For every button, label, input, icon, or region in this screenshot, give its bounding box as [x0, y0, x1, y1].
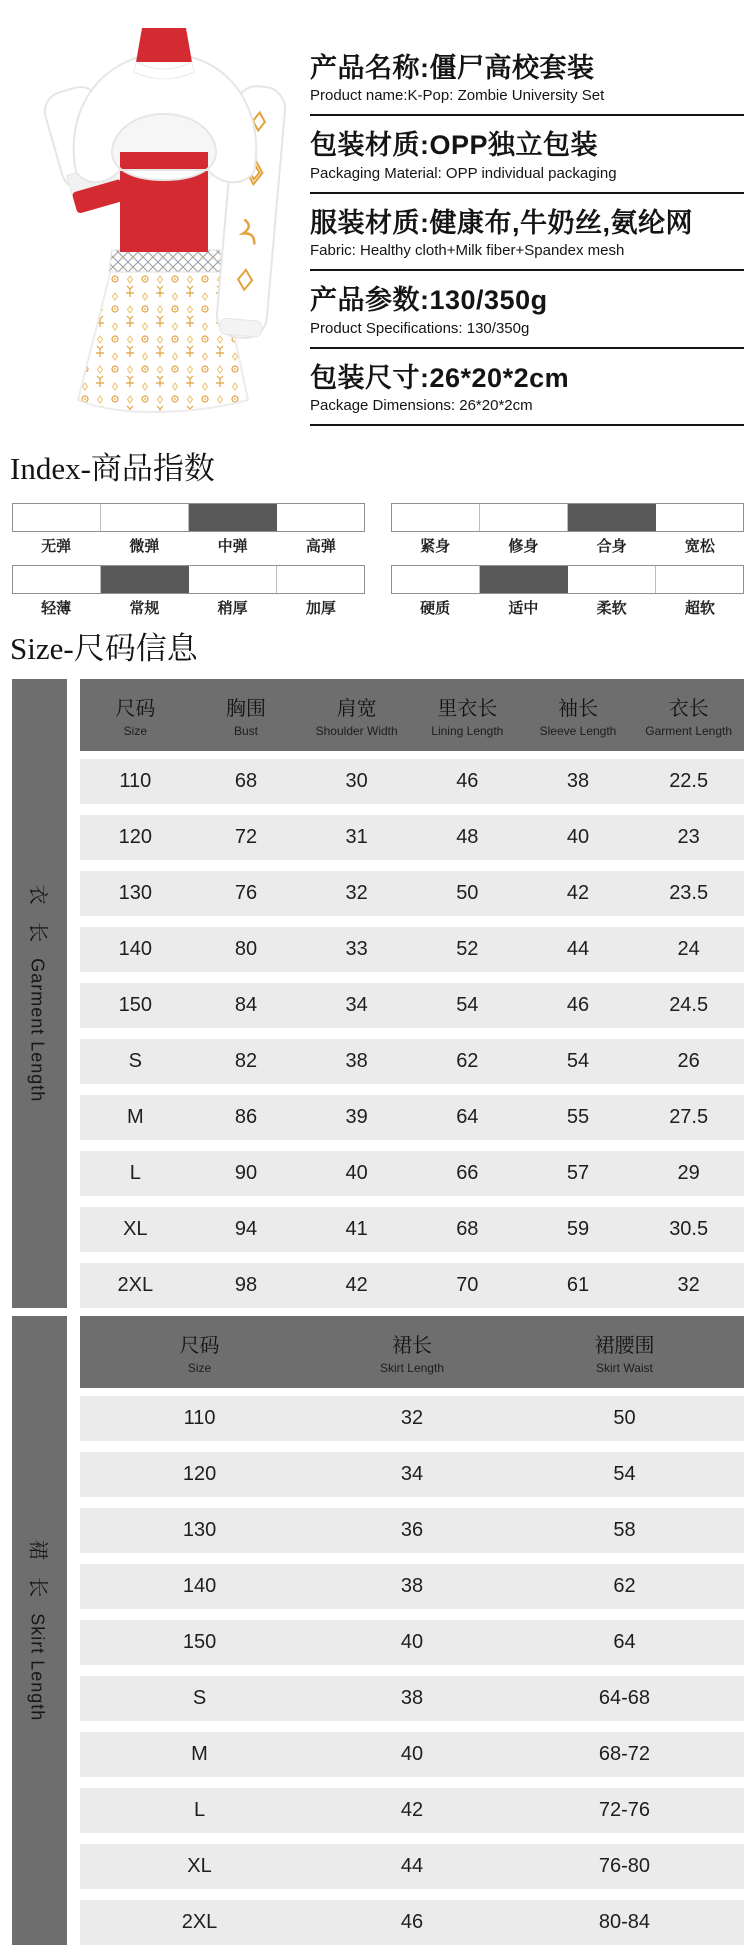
size-table-block — [12, 1316, 744, 1945]
table-cell: 32 — [677, 1274, 700, 1297]
table-cell: 30.5 — [669, 1218, 709, 1241]
table-cell: 42 — [566, 882, 590, 905]
table-cell: 34 — [345, 994, 368, 1017]
table-cell: 94 — [234, 1218, 258, 1241]
column-header — [191, 692, 302, 738]
table-cell: 50 — [613, 1407, 636, 1430]
index-section — [0, 452, 750, 618]
index-option-label: 柔软 — [596, 600, 627, 618]
table-cell: 120 — [118, 826, 153, 849]
table-cell: 32 — [400, 1407, 424, 1430]
column-header-en: Skirt Length — [379, 1361, 444, 1376]
index-option-label: 紧身 — [420, 538, 451, 556]
table-row — [80, 927, 744, 972]
table-row — [80, 759, 744, 804]
table-cell: 42 — [400, 1799, 424, 1822]
table-side-bar — [12, 679, 67, 1308]
table-cell: XL — [123, 1218, 148, 1241]
index-bar — [391, 565, 744, 594]
index-segment-selected — [101, 566, 189, 593]
table-cell: 42 — [345, 1274, 368, 1297]
table-cell: 62 — [613, 1575, 636, 1598]
table-cell: 38 — [400, 1687, 424, 1710]
column-header — [412, 692, 523, 738]
table-cell: 34 — [400, 1463, 424, 1486]
column-header-zh: 胸围 — [225, 698, 266, 721]
table-row — [80, 1732, 744, 1777]
table-cell: 44 — [566, 938, 590, 961]
size-table — [80, 679, 744, 1308]
index-bar — [12, 503, 365, 532]
table-cell: 2XL — [181, 1911, 218, 1934]
index-segment — [656, 566, 743, 593]
table-cell: 40 — [400, 1743, 424, 1766]
table-cell: 46 — [456, 770, 479, 793]
product-info-block — [310, 129, 744, 193]
column-header-zh: 裙腰围 — [594, 1335, 655, 1358]
index-option-label: 修身 — [508, 538, 539, 556]
size-table-header — [80, 679, 744, 751]
size-table-block — [12, 679, 744, 1308]
index-heading: Index-商品指数 — [10, 451, 215, 486]
column-header-en: Size — [187, 1361, 212, 1376]
table-cell: 40 — [400, 1631, 424, 1654]
column-header-zh: 袖长 — [557, 698, 598, 721]
column-header — [80, 1329, 319, 1375]
table-cell: 68 — [234, 770, 258, 793]
column-header-zh: 肩宽 — [336, 698, 377, 721]
table-row — [80, 1788, 744, 1833]
size-table — [80, 1316, 744, 1945]
table-cell: 54 — [566, 1050, 590, 1073]
table-cell: 58 — [613, 1519, 636, 1542]
index-segment — [277, 566, 364, 593]
table-cell: 140 — [182, 1575, 217, 1598]
product-info-title-zh: 包装尺寸:26*20*2cm — [310, 362, 570, 393]
table-cell: 66 — [456, 1162, 479, 1185]
column-header-en: Garment Length — [645, 724, 733, 739]
table-cell: 50 — [456, 882, 479, 905]
table-cell: 30 — [345, 770, 368, 793]
table-cell: 61 — [566, 1274, 590, 1297]
table-cell: 130 — [118, 882, 153, 905]
table-cell: 57 — [566, 1162, 590, 1185]
index-segment-selected — [189, 504, 277, 531]
product-info-block — [310, 207, 744, 271]
table-cell: 52 — [456, 938, 479, 961]
table-row — [80, 1095, 744, 1140]
index-labels — [391, 535, 744, 556]
index-option-label: 微弹 — [129, 538, 160, 556]
product-info-list — [310, 52, 744, 439]
table-cell: 82 — [234, 1050, 258, 1073]
index-group — [391, 565, 744, 618]
index-segment — [656, 504, 743, 531]
table-cell: 22.5 — [669, 770, 709, 793]
index-option-label: 合身 — [596, 538, 627, 556]
product-info-subtitle-en: Product name:K-Pop: Zombie University Set — [310, 87, 605, 105]
table-cell: 90 — [234, 1162, 258, 1185]
table-cell: 55 — [566, 1106, 590, 1129]
index-group — [391, 503, 744, 556]
product-info-block — [310, 52, 744, 116]
table-cell: 24.5 — [669, 994, 709, 1017]
table-cell: M — [191, 1743, 208, 1766]
table-cell: M — [126, 1106, 144, 1129]
table-cell: 76 — [234, 882, 258, 905]
column-header-en: Sleeve Length — [539, 724, 617, 739]
table-row — [80, 1452, 744, 1497]
table-cell: 24 — [677, 938, 700, 961]
index-segment — [568, 566, 656, 593]
table-cell: 38 — [400, 1575, 424, 1598]
table-cell: 64 — [613, 1631, 636, 1654]
index-segment — [392, 504, 480, 531]
table-cell: XL — [187, 1855, 212, 1878]
column-header-zh: 尺码 — [179, 1335, 220, 1358]
table-row — [80, 1151, 744, 1196]
table-cell: 46 — [400, 1911, 424, 1934]
table-side-label-en: Garment Length — [27, 958, 48, 1103]
column-header — [319, 1329, 505, 1375]
table-cell: 64 — [456, 1106, 479, 1129]
index-segment — [101, 504, 189, 531]
table-cell: 38 — [345, 1050, 368, 1073]
table-cell: 110 — [119, 770, 152, 793]
table-cell: 140 — [118, 938, 153, 961]
column-header-en: Bust — [233, 724, 258, 739]
index-bar — [12, 565, 365, 594]
product-info-subtitle-en: Package Dimensions: 26*20*2cm — [310, 396, 533, 414]
table-row — [80, 983, 744, 1028]
index-segment — [189, 566, 277, 593]
table-row — [80, 1676, 744, 1721]
table-row — [80, 815, 744, 860]
index-option-label: 适中 — [508, 600, 539, 618]
column-header-en: Shoulder Width — [315, 724, 398, 739]
index-group — [12, 565, 365, 618]
table-cell: 48 — [456, 826, 479, 849]
product-info-title-zh: 包装材质:OPP独立包装 — [310, 130, 599, 161]
table-cell: 44 — [400, 1855, 424, 1878]
table-cell: 59 — [566, 1218, 590, 1241]
column-header-zh: 里衣长 — [437, 698, 498, 721]
table-row — [80, 1844, 744, 1889]
index-segment — [277, 504, 364, 531]
index-option-label: 加厚 — [305, 600, 336, 618]
table-cell: 33 — [345, 938, 368, 961]
table-cell: 98 — [234, 1274, 258, 1297]
size-section — [0, 632, 750, 1945]
table-cell: 62 — [456, 1050, 479, 1073]
index-option-label: 轻薄 — [41, 600, 72, 618]
table-cell: L — [193, 1799, 206, 1822]
product-info-title-zh: 产品参数:130/350g — [310, 285, 548, 316]
column-header-en: Size — [123, 724, 147, 739]
table-cell: 72-76 — [598, 1799, 651, 1822]
table-row — [80, 1564, 744, 1609]
index-labels — [391, 597, 744, 618]
index-option-label: 宽松 — [684, 538, 715, 556]
table-cell: 76-80 — [598, 1855, 651, 1878]
table-cell: S — [192, 1687, 207, 1710]
product-info-block — [310, 284, 744, 348]
table-cell: 29 — [677, 1162, 700, 1185]
table-cell: 32 — [345, 882, 368, 905]
index-segment — [480, 504, 568, 531]
index-segment-selected — [480, 566, 568, 593]
index-labels — [12, 535, 365, 556]
table-cell: 54 — [613, 1463, 636, 1486]
table-cell: 23 — [677, 826, 700, 849]
product-info-title-zh: 服装材质:健康布,牛奶丝,氨纶网 — [310, 207, 693, 238]
size-table-header — [80, 1316, 744, 1388]
index-option-label: 硬质 — [420, 600, 451, 618]
column-header-zh: 衣长 — [668, 698, 709, 721]
index-grid — [12, 503, 744, 618]
size-tables — [12, 679, 744, 1945]
table-cell: 39 — [345, 1106, 368, 1129]
table-cell: 46 — [566, 994, 590, 1017]
table-cell: 27.5 — [669, 1106, 709, 1129]
index-option-label: 高弹 — [305, 538, 336, 556]
column-header-en: Skirt Waist — [596, 1361, 653, 1376]
table-cell: 80-84 — [598, 1911, 651, 1934]
product-photo-illustration — [18, 2, 310, 420]
column-header — [505, 1329, 744, 1375]
size-heading: Size-尺码信息 — [10, 631, 198, 667]
table-cell: 36 — [400, 1519, 424, 1542]
table-row — [80, 1263, 744, 1308]
table-cell: 72 — [234, 826, 258, 849]
index-segment — [13, 566, 101, 593]
column-header — [523, 692, 634, 738]
table-cell: 86 — [234, 1106, 258, 1129]
table-cell: 31 — [345, 826, 368, 849]
index-labels — [12, 597, 365, 618]
index-segment — [392, 566, 480, 593]
index-option-label: 无弹 — [41, 538, 72, 556]
product-info-block — [310, 362, 744, 426]
table-side-bar — [12, 1316, 67, 1945]
table-cell: S — [128, 1050, 142, 1073]
index-option-label: 常规 — [129, 600, 160, 618]
index-option-label: 中弹 — [217, 538, 248, 556]
product-info-title-zh: 产品名称:僵尸高校套装 — [310, 53, 595, 83]
table-row — [80, 1039, 744, 1084]
index-bar — [391, 503, 744, 532]
index-option-label: 稍厚 — [217, 600, 248, 618]
table-cell: 84 — [234, 994, 258, 1017]
table-cell: 40 — [566, 826, 590, 849]
table-cell: 38 — [566, 770, 590, 793]
column-header — [80, 692, 191, 738]
table-cell: 120 — [182, 1463, 217, 1486]
table-side-label-en: Skirt Length — [27, 1613, 47, 1722]
table-side-label-zh: 裙 长 — [26, 1539, 48, 1604]
index-option-label: 超软 — [684, 600, 715, 618]
table-cell: 23.5 — [669, 882, 709, 905]
table-cell: L — [129, 1162, 141, 1185]
table-cell: 68 — [456, 1218, 479, 1241]
table-side-label — [25, 885, 54, 1103]
column-header — [633, 692, 744, 738]
table-cell: 80 — [234, 938, 258, 961]
table-cell: 150 — [118, 994, 153, 1017]
table-cell: 26 — [677, 1050, 700, 1073]
table-row — [80, 1620, 744, 1665]
column-header-en: Lining Length — [431, 724, 504, 739]
index-segment-selected — [568, 504, 656, 531]
table-cell: 150 — [182, 1631, 217, 1654]
column-header — [301, 692, 412, 738]
table-row — [80, 871, 744, 916]
table-row — [80, 1207, 744, 1252]
table-row — [80, 1396, 744, 1441]
index-group — [12, 503, 365, 556]
table-cell: 41 — [345, 1218, 368, 1241]
table-cell: 2XL — [117, 1274, 154, 1297]
product-info-subtitle-en: Fabric: Healthy cloth+Milk fiber+Spandex mesh — [310, 242, 625, 260]
table-side-label-zh: 衣 长 — [26, 884, 49, 949]
product-photo — [18, 2, 310, 420]
index-segment — [13, 504, 101, 531]
table-side-label — [25, 1540, 54, 1722]
product-info-subtitle-en: Product Specifications: 130/350g — [310, 319, 530, 337]
table-cell: 54 — [456, 994, 479, 1017]
table-cell: 40 — [345, 1162, 368, 1185]
table-cell: 70 — [456, 1274, 479, 1297]
table-cell: 68-72 — [598, 1743, 651, 1766]
table-cell: 130 — [182, 1519, 217, 1542]
table-cell: 110 — [183, 1407, 216, 1430]
table-row — [80, 1508, 744, 1553]
product-info-subtitle-en: Packaging Material: OPP individual packaging — [310, 164, 617, 182]
column-header-zh: 裙长 — [391, 1335, 432, 1358]
column-header-zh: 尺码 — [115, 698, 156, 721]
table-cell: 64-68 — [598, 1687, 651, 1710]
product-summary-section — [0, 0, 750, 452]
